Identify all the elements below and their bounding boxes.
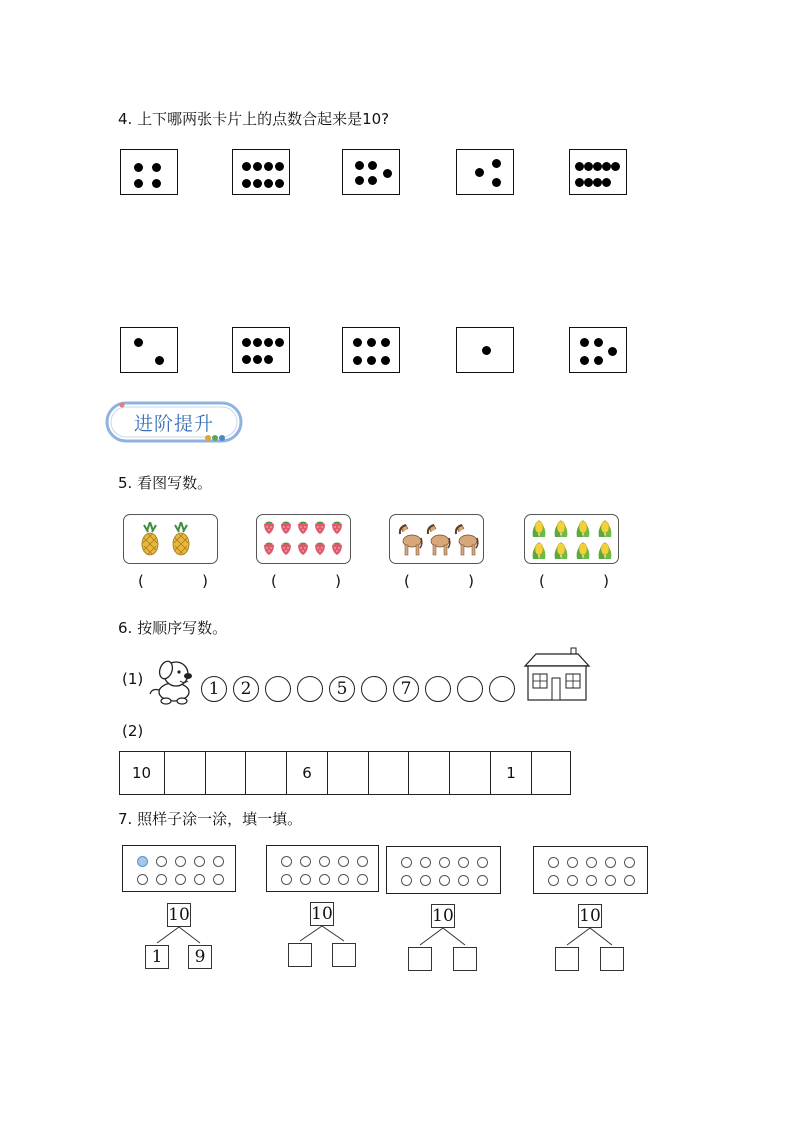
corn-icon — [530, 518, 548, 542]
corn-icon — [552, 518, 570, 542]
grid-cell-blank[interactable] — [205, 751, 245, 795]
small-circle[interactable] — [439, 857, 450, 868]
left-part-box[interactable] — [288, 943, 312, 967]
dot — [580, 338, 589, 347]
question-7-title: 7. 照样子涂一涂，填一填。 — [118, 810, 303, 828]
circle-frame — [533, 846, 648, 894]
small-circle[interactable] — [194, 856, 205, 867]
small-circle[interactable] — [175, 874, 186, 885]
dot — [264, 338, 273, 347]
grid-cell-blank[interactable] — [368, 751, 408, 795]
strawberry-icon — [314, 520, 326, 539]
dot — [264, 162, 273, 171]
small-circle[interactable] — [477, 875, 488, 886]
dot — [575, 162, 584, 171]
small-circle[interactable] — [458, 875, 469, 886]
small-circle[interactable] — [439, 875, 450, 886]
dot — [134, 163, 143, 172]
left-part-box[interactable] — [408, 947, 432, 971]
dot — [584, 178, 593, 187]
small-circle[interactable] — [300, 856, 311, 867]
dot — [594, 356, 603, 365]
top-dot-card[interactable] — [456, 149, 514, 195]
strawberry-icon — [280, 520, 292, 539]
small-circle[interactable] — [213, 856, 224, 867]
left-part-box[interactable] — [555, 947, 579, 971]
dot — [253, 162, 262, 171]
dot — [134, 338, 143, 347]
grid-cell-blank[interactable] — [327, 751, 368, 795]
small-circle[interactable] — [605, 875, 616, 886]
number-circle: 1 — [201, 676, 227, 702]
dot — [353, 356, 362, 365]
small-circle[interactable] — [137, 874, 148, 885]
dot — [492, 159, 501, 168]
dot — [155, 356, 164, 365]
number-circle: 7 — [393, 676, 419, 702]
blank-circle[interactable] — [425, 676, 451, 702]
dot — [584, 162, 593, 171]
dot — [580, 356, 589, 365]
small-circle[interactable] — [281, 874, 292, 885]
small-circle[interactable] — [586, 875, 597, 886]
paren-open: ( — [271, 572, 277, 590]
small-circle[interactable] — [420, 857, 431, 868]
blank-circle[interactable] — [265, 676, 291, 702]
dot — [152, 179, 161, 188]
number-circle: 2 — [233, 676, 259, 702]
horse-icon — [397, 524, 423, 560]
strawberry-icon — [331, 520, 343, 539]
paren-close: ) — [202, 572, 208, 590]
corn-icon — [574, 540, 592, 564]
question-5-title: 5. 看图写数。 — [118, 474, 213, 492]
small-circle[interactable] — [319, 856, 330, 867]
small-circle[interactable] — [458, 857, 469, 868]
question-4-title: 4. 上下哪两张卡片上的点数合起来是10? — [118, 110, 390, 128]
bottom-dot-card[interactable] — [120, 327, 178, 373]
dot — [593, 162, 602, 171]
dot — [593, 178, 602, 187]
grid-cell-blank[interactable] — [408, 751, 449, 795]
dot — [353, 338, 362, 347]
dot — [253, 179, 262, 188]
circle-frame — [266, 845, 379, 892]
dot — [355, 161, 364, 170]
right-part-box[interactable] — [332, 943, 356, 967]
dot — [275, 338, 284, 347]
small-circle[interactable] — [548, 857, 559, 868]
dot — [275, 179, 284, 188]
small-circle[interactable] — [338, 874, 349, 885]
corn-icon — [596, 540, 614, 564]
answer-parentheses[interactable] — [404, 572, 474, 590]
bottom-dot-card[interactable] — [342, 327, 400, 373]
small-circle[interactable] — [605, 857, 616, 868]
corn-icon — [574, 518, 592, 542]
bottom-dot-card[interactable] — [232, 327, 290, 373]
top-dot-card[interactable] — [569, 149, 627, 195]
small-circle[interactable] — [548, 875, 559, 886]
dot — [368, 176, 377, 185]
small-circle[interactable] — [338, 856, 349, 867]
dot — [611, 162, 620, 171]
top-dot-card[interactable] — [232, 149, 290, 195]
dot — [355, 176, 364, 185]
dot — [367, 356, 376, 365]
left-part-box: 1 — [145, 945, 169, 969]
small-circle[interactable] — [477, 857, 488, 868]
grid-cell-filled: 6 — [286, 751, 327, 795]
dot — [602, 178, 611, 187]
dot — [264, 355, 273, 364]
circle-frame — [386, 846, 501, 894]
dot — [383, 169, 392, 178]
horse-picture-box — [389, 514, 484, 564]
grid-cell-filled: 10 — [131, 764, 152, 782]
bottom-dot-card[interactable] — [456, 327, 514, 373]
small-circle[interactable] — [194, 874, 205, 885]
strawberry-icon — [297, 520, 309, 539]
grid-cell-blank[interactable] — [245, 751, 286, 795]
corn-icon — [552, 540, 570, 564]
strawberry-icon — [314, 541, 326, 560]
part-2-label: (2) — [122, 722, 144, 740]
small-circle[interactable] — [281, 856, 292, 867]
circle-frame — [122, 845, 236, 892]
paren-open: ( — [539, 572, 545, 590]
question-6-title: 6. 按顺序写数。 — [118, 619, 228, 637]
answer-parentheses[interactable] — [539, 572, 609, 590]
dot — [594, 338, 603, 347]
grid-cell-blank[interactable] — [449, 751, 490, 795]
colored-circle[interactable] — [137, 856, 148, 867]
small-circle[interactable] — [586, 857, 597, 868]
pineapple-icon — [140, 522, 160, 560]
grid-cell-filled: 1 — [490, 751, 531, 795]
dot — [608, 347, 617, 356]
dot — [482, 346, 491, 355]
strawberry-icon — [297, 541, 309, 560]
dot — [575, 178, 584, 187]
dot — [242, 355, 251, 364]
answer-parentheses[interactable] — [138, 572, 208, 590]
dot — [152, 163, 161, 172]
small-circle[interactable] — [567, 875, 578, 886]
number-circle: 5 — [329, 676, 355, 702]
dot — [242, 338, 251, 347]
corn-picture-box — [524, 514, 619, 564]
strawberry-icon — [263, 520, 275, 539]
dot — [242, 179, 251, 188]
part-1-label: (1) — [122, 670, 144, 688]
top-dot-card[interactable] — [120, 149, 178, 195]
puppy-icon — [144, 654, 200, 706]
horse-icon — [453, 524, 479, 560]
small-circle[interactable] — [300, 874, 311, 885]
pineapple-icon — [171, 522, 191, 560]
dot — [475, 168, 484, 177]
total-box: 10 — [168, 905, 190, 925]
total-box: 10 — [311, 904, 333, 924]
blank-circle[interactable] — [457, 676, 483, 702]
top-dot-card[interactable] — [342, 149, 400, 195]
strawberry-icon — [331, 541, 343, 560]
dot — [253, 355, 262, 364]
paren-close: ) — [468, 572, 474, 590]
strawberry-icon — [263, 541, 275, 560]
dot — [275, 162, 284, 171]
answer-parentheses[interactable] — [271, 572, 341, 590]
dot — [264, 179, 273, 188]
right-part-box[interactable] — [600, 947, 624, 971]
small-circle[interactable] — [357, 856, 368, 867]
small-circle[interactable] — [401, 875, 412, 886]
dot — [253, 338, 262, 347]
paren-open: ( — [404, 572, 410, 590]
blank-circle[interactable] — [297, 676, 323, 702]
small-circle[interactable] — [357, 874, 368, 885]
small-circle[interactable] — [175, 856, 186, 867]
bottom-dot-card[interactable] — [569, 327, 627, 373]
small-circle[interactable] — [624, 857, 635, 868]
banner-label: 进阶提升 — [133, 412, 214, 435]
corn-icon — [596, 518, 614, 542]
grid-cell-blank[interactable] — [164, 751, 205, 795]
corn-icon — [530, 540, 548, 564]
dot — [368, 161, 377, 170]
small-circle[interactable] — [319, 874, 330, 885]
strawberry-icon — [280, 541, 292, 560]
small-circle[interactable] — [401, 857, 412, 868]
dot — [492, 178, 501, 187]
section-banner — [104, 400, 244, 444]
small-circle[interactable] — [213, 874, 224, 885]
paren-close: ) — [603, 572, 609, 590]
pineapple-picture-box — [123, 514, 218, 564]
blank-circle[interactable] — [361, 676, 387, 702]
horse-icon — [425, 524, 451, 560]
dot — [134, 179, 143, 188]
right-part-box: 9 — [188, 945, 212, 969]
dot — [381, 338, 390, 347]
small-circle[interactable] — [567, 857, 578, 868]
grid-cell-blank[interactable] — [531, 751, 571, 795]
small-circle[interactable] — [624, 875, 635, 886]
dot — [242, 162, 251, 171]
right-part-box[interactable] — [453, 947, 477, 971]
small-circle[interactable] — [156, 856, 167, 867]
house-icon — [522, 646, 592, 702]
blank-circle[interactable] — [489, 676, 515, 702]
total-box: 10 — [432, 906, 454, 926]
dot — [367, 338, 376, 347]
dot — [602, 162, 611, 171]
paren-open: ( — [138, 572, 144, 590]
small-circle[interactable] — [156, 874, 167, 885]
dot — [381, 356, 390, 365]
total-box: 10 — [579, 906, 601, 926]
paren-close: ) — [335, 572, 341, 590]
small-circle[interactable] — [420, 875, 431, 886]
strawberry-picture-box — [256, 514, 351, 564]
